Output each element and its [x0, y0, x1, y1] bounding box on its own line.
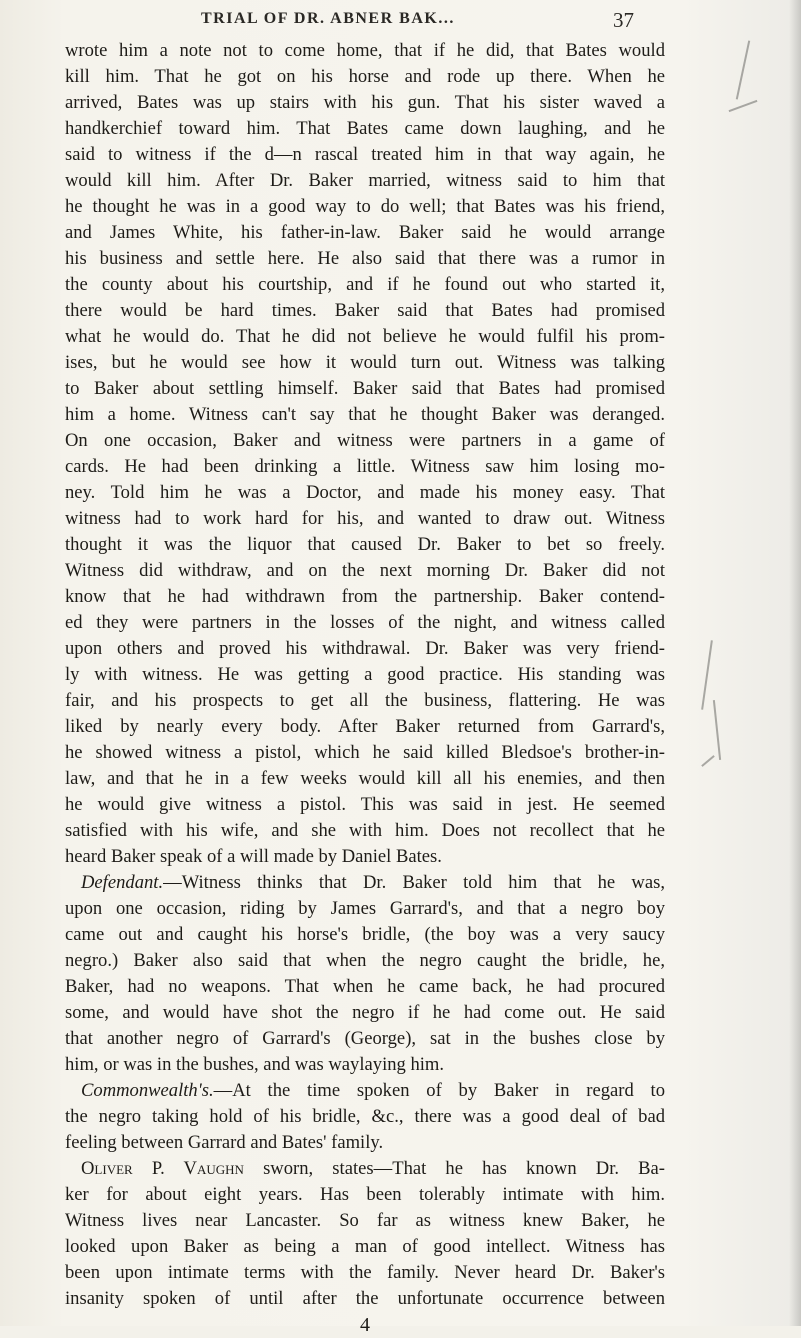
- text-line: he would give witness a pistol. This was said in jest. He seemed: [65, 794, 665, 815]
- text-line: kill him. That he got on his horse and rode up there. When he: [65, 66, 665, 87]
- margin-ink-mark: [713, 700, 721, 760]
- text-line: Baker, had no weapons. That when he came back, he had procured: [65, 976, 665, 997]
- margin-ink-mark: [701, 755, 715, 767]
- running-title: TRIAL OF DR. ABNER BAK...: [201, 10, 455, 27]
- text-line: feeling between Garrard and Bates' family.: [65, 1132, 384, 1153]
- text-line: ises, but he would see how it would turn out. Witness was talking: [65, 352, 665, 373]
- running-head: [0, 10, 720, 36]
- text-line: he thought he was in a good way to do well; that Bates was his friend,: [65, 196, 665, 217]
- text-line: some, and would have shot the negro if he had come out. He said: [65, 1002, 665, 1023]
- text-line: know that he had withdrawn from the partnership. Baker contend-: [65, 586, 665, 607]
- defendant-paragraph-start: [65, 870, 665, 896]
- text-line: cards. He had been drinking a little. Witness saw him losing mo-: [65, 456, 665, 477]
- text-line: upon one occasion, riding by James Garrard's, and that a negro boy: [65, 898, 665, 919]
- text-line: satisfied with his wife, and she with him. Does not recollect that he: [65, 820, 665, 841]
- text-line: wrote him a note not to come home, that if he did, that Bates would: [65, 40, 665, 61]
- text-line: the county about his courtship, and if he found out who started it,: [65, 274, 665, 295]
- text-line: would kill him. After Dr. Baker married, witness said to him that: [65, 170, 665, 191]
- text-line: what he would do. That he did not believe he would fulfil his prom-: [65, 326, 665, 347]
- text-line: ly with witness. He was getting a good practice. His standing was: [65, 664, 665, 685]
- text-line: and James White, his father-in-law. Baker said he would arrange: [65, 222, 665, 243]
- text-line: witness had to work hard for his, and wanted to draw out. Witness: [65, 508, 665, 529]
- text-line: handkerchief toward him. That Bates came down laughing, and he: [65, 118, 665, 139]
- vaughn-paragraph-start: [65, 1156, 665, 1182]
- text-line: ney. Told him he was a Doctor, and made his money easy. That: [65, 482, 665, 503]
- witness-name: Oliver P. Vaughn: [81, 1158, 244, 1179]
- text-line: he showed witness a pistol, which he said killed Bledsoe's brother-in-: [65, 742, 665, 763]
- text-line: to Baker about settling himself. Baker said that Bates had promised: [65, 378, 665, 399]
- text-span: —At the time spoken of by Baker in regard to: [213, 1080, 665, 1101]
- page-edge-shadow: [789, 0, 801, 1326]
- text-line: thought it was the liquor that caused Dr. Baker to bet so freely.: [65, 534, 665, 555]
- text-line: heard Baker speak of a will made by Daniel Bates.: [65, 846, 442, 867]
- margin-ink-mark: [729, 100, 758, 112]
- text-line: been upon intimate terms with the family. Never heard Dr. Baker's: [65, 1262, 665, 1283]
- page-number: 37: [613, 8, 634, 32]
- text-line: said to witness if the d—n rascal treated him in that way again, he: [65, 144, 665, 165]
- text-line: there would be hard times. Baker said that Bates had promised: [65, 300, 665, 321]
- text-line: On one occasion, Baker and witness were partners in a game of: [65, 430, 665, 451]
- defendant-label: Defendant.: [81, 872, 164, 893]
- text-line: him a home. Witness can't say that he thought Baker was deranged.: [65, 404, 665, 425]
- text-line: came out and caught his horse's bridle, (the boy was a very saucy: [65, 924, 665, 945]
- text-line: ker for about eight years. Has been tolerably intimate with him.: [65, 1184, 665, 1205]
- commonwealth-paragraph-start: [65, 1078, 665, 1104]
- text-line: his business and settle here. He also said that there was a rumor in: [65, 248, 665, 269]
- text-line: negro.) Baker also said that when the negro caught the bridle, he,: [65, 950, 665, 971]
- text-line: arrived, Bates was up stairs with his gun. That his sister waved a: [65, 92, 665, 113]
- text-line: upon others and proved his withdrawal. Dr. Baker was very friend-: [65, 638, 665, 659]
- text-line: fair, and his prospects to get all the business, flattering. He was: [65, 690, 665, 711]
- text-line: Witness did withdraw, and on the next morning Dr. Baker did not: [65, 560, 665, 581]
- text-line: liked by nearly every body. After Baker returned from Garrard's,: [65, 716, 665, 737]
- commonwealth-label: Commonwealth's.: [81, 1080, 214, 1101]
- text-line: Witness lives near Lancaster. So far as witness knew Baker, he: [65, 1210, 665, 1231]
- margin-ink-mark: [701, 640, 713, 710]
- text-line: law, and that he in a few weeks would kill all his enemies, and then: [65, 768, 665, 789]
- text-line: him, or was in the bushes, and was waylaying him.: [65, 1054, 445, 1075]
- text-span: —Witness thinks that Dr. Baker told him that he was,: [163, 872, 665, 893]
- margin-ink-mark: [736, 40, 750, 99]
- text-line: insanity spoken of until after the unfortunate occurrence between: [65, 1288, 665, 1309]
- text-line: the negro taking hold of his bridle, &c., there was a good deal of bad: [65, 1106, 665, 1127]
- text-span: sworn, states—That he has known Dr. Ba-: [243, 1158, 665, 1179]
- signature-mark: 4: [360, 1314, 370, 1336]
- text-line: ed they were partners in the losses of the night, and witness called: [65, 612, 665, 633]
- text-line: that another negro of Garrard's (George), sat in the bushes close by: [65, 1028, 665, 1049]
- text-line: looked upon Baker as being a man of good intellect. Witness has: [65, 1236, 665, 1257]
- body-text: [65, 38, 665, 1338]
